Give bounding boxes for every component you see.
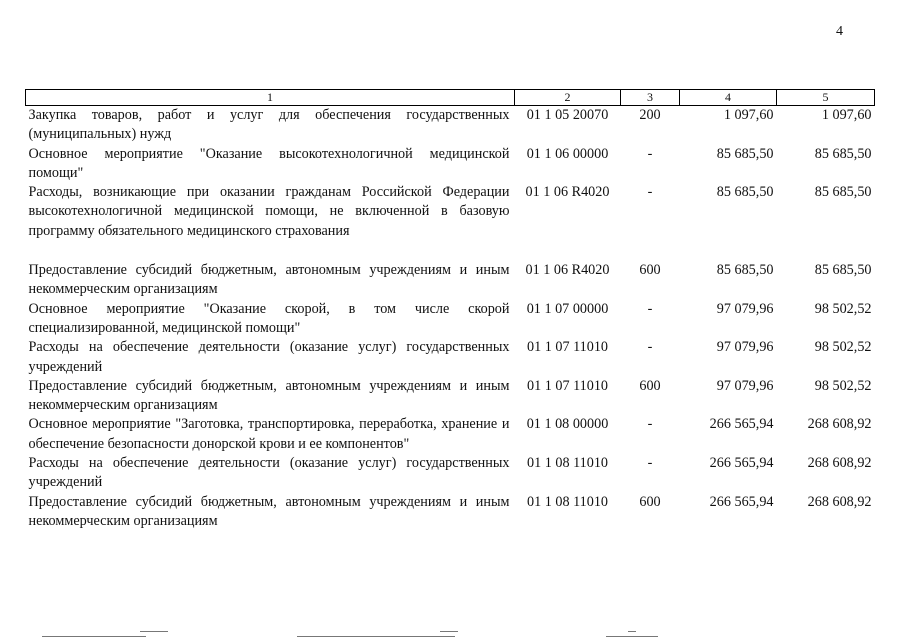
- column-header-4: 4: [680, 90, 777, 106]
- column-header-5: 5: [777, 90, 875, 106]
- row-value-1: 85 685,50: [716, 184, 774, 201]
- footer-rule: [628, 631, 636, 632]
- table-row: [26, 338, 875, 377]
- row-name: Предоставление субсидий бюджетным, автономным учреждениям и иным некоммерческим организациям: [28, 262, 510, 298]
- row-value-2: 85 685,50: [814, 184, 872, 201]
- row-value-2: 98 502,52: [814, 300, 872, 317]
- row-type: -: [647, 455, 653, 472]
- table-row: [26, 145, 875, 184]
- table-row: [26, 493, 875, 532]
- row-code: 01 1 07 11010: [526, 339, 609, 356]
- footer-rule: [606, 636, 658, 637]
- row-value-2: 85 685,50: [814, 145, 872, 162]
- column-header-1: 1: [26, 90, 515, 106]
- row-type: -: [647, 145, 653, 162]
- footer-rule: [140, 631, 168, 632]
- row-value-1: 266 565,94: [709, 455, 774, 472]
- column-header-3: 3: [621, 90, 680, 106]
- table-row: [26, 454, 875, 493]
- row-name: Предоставление субсидий бюджетным, автономным учреждениям и иным некоммерческим организациям: [28, 377, 510, 414]
- column-header-2: 2: [515, 90, 621, 106]
- row-code: 01 1 07 11010: [526, 377, 609, 394]
- row-type: -: [647, 184, 653, 201]
- row-value-1: 85 685,50: [716, 145, 774, 162]
- table-row: [26, 377, 875, 416]
- row-value-2: 85 685,50: [814, 262, 872, 279]
- row-name: Предоставление субсидий бюджетным, автономным учреждениям и иным некоммерческим организациям: [28, 493, 510, 529]
- budget-table: [25, 89, 875, 531]
- row-type: -: [647, 339, 653, 356]
- row-code: 01 1 08 00000: [526, 416, 609, 433]
- row-code: 01 1 06 00000: [526, 145, 609, 162]
- row-type: -: [647, 416, 653, 433]
- table-row: [26, 415, 875, 454]
- page-footer-fragments: [0, 622, 903, 640]
- row-code: 01 1 07 00000: [526, 300, 609, 317]
- row-type: 600: [639, 493, 661, 510]
- row-code: 01 1 06 R4020: [525, 262, 610, 279]
- spacer-row: [26, 241, 875, 261]
- row-value-1: 97 079,96: [716, 339, 774, 356]
- row-value-2: 1 097,60: [821, 107, 872, 123]
- spacer-cell: [26, 241, 875, 261]
- row-value-2: 268 608,92: [807, 493, 872, 510]
- row-type: -: [647, 300, 653, 317]
- row-name: Расходы на обеспечение деятельности (оказание услуг) государственных учреждений: [28, 339, 510, 375]
- row-value-2: 98 502,52: [814, 377, 872, 394]
- page-number: 4: [836, 24, 843, 39]
- row-type: 600: [639, 377, 661, 394]
- table-row: [26, 300, 875, 339]
- row-code: 01 1 08 11010: [526, 455, 609, 472]
- row-code: 01 1 08 11010: [526, 493, 609, 510]
- row-code: 01 1 06 R4020: [525, 184, 610, 201]
- row-name: Основное мероприятие "Оказание высокотехнологичной медицинской помощи": [28, 145, 510, 181]
- row-value-1: 97 079,96: [716, 300, 774, 317]
- table-row: [26, 106, 875, 145]
- row-name: Расходы на обеспечение деятельности (оказание услуг) государственных учреждений: [28, 455, 510, 491]
- footer-rule: [297, 636, 455, 637]
- row-value-2: 268 608,92: [807, 455, 872, 472]
- row-type: 600: [639, 262, 661, 279]
- row-type: 200: [639, 107, 661, 123]
- row-value-2: 98 502,52: [814, 339, 872, 356]
- row-value-2: 268 608,92: [807, 416, 872, 433]
- footer-rule: [440, 631, 458, 632]
- row-name: Закупка товаров, работ и услуг для обеспечения государственных (муниципальных) нужд: [28, 107, 510, 143]
- row-code: 01 1 05 20070: [526, 107, 609, 123]
- row-value-1: 97 079,96: [716, 377, 774, 394]
- footer-rule: [42, 636, 146, 637]
- row-value-1: 266 565,94: [709, 493, 774, 510]
- row-value-1: 85 685,50: [716, 262, 774, 279]
- table-row: [26, 183, 875, 241]
- row-value-1: 266 565,94: [709, 416, 774, 433]
- row-value-1: 1 097,60: [723, 107, 774, 123]
- row-name: Расходы, возникающие при оказании гражданам Российской Федерации высокотехнологичной медицинской помощи, не включенной в базовую программу обязательного медицинского страхования: [28, 184, 510, 239]
- table-header-row: [26, 90, 875, 106]
- row-name: Основное мероприятие "Заготовка, транспортировка, переработка, хранение и обеспечение безопасности донорской крови и ее компонентов": [28, 416, 510, 452]
- table-row: [26, 261, 875, 300]
- row-name: Основное мероприятие "Оказание скорой, в том числе скорой специализированной, медицинской помощи": [28, 300, 510, 336]
